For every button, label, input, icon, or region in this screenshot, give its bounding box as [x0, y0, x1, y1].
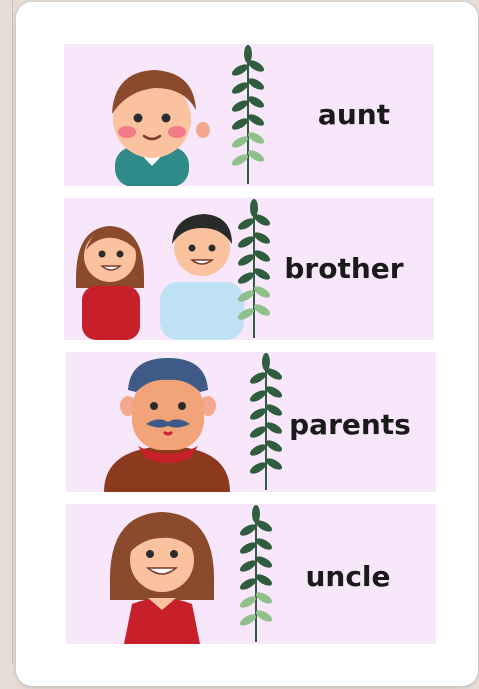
left-panel-edge	[0, 0, 13, 664]
card-row-3[interactable]	[66, 352, 436, 492]
card-row-2[interactable]	[64, 198, 434, 340]
card-word: brother	[284, 252, 404, 285]
card-word: uncle	[305, 560, 391, 593]
flashcard-panel	[16, 2, 478, 686]
card-word: aunt	[317, 98, 391, 131]
card-row-1[interactable]	[64, 44, 434, 186]
card-word: parents	[289, 408, 411, 441]
card-row-4[interactable]	[66, 504, 436, 644]
